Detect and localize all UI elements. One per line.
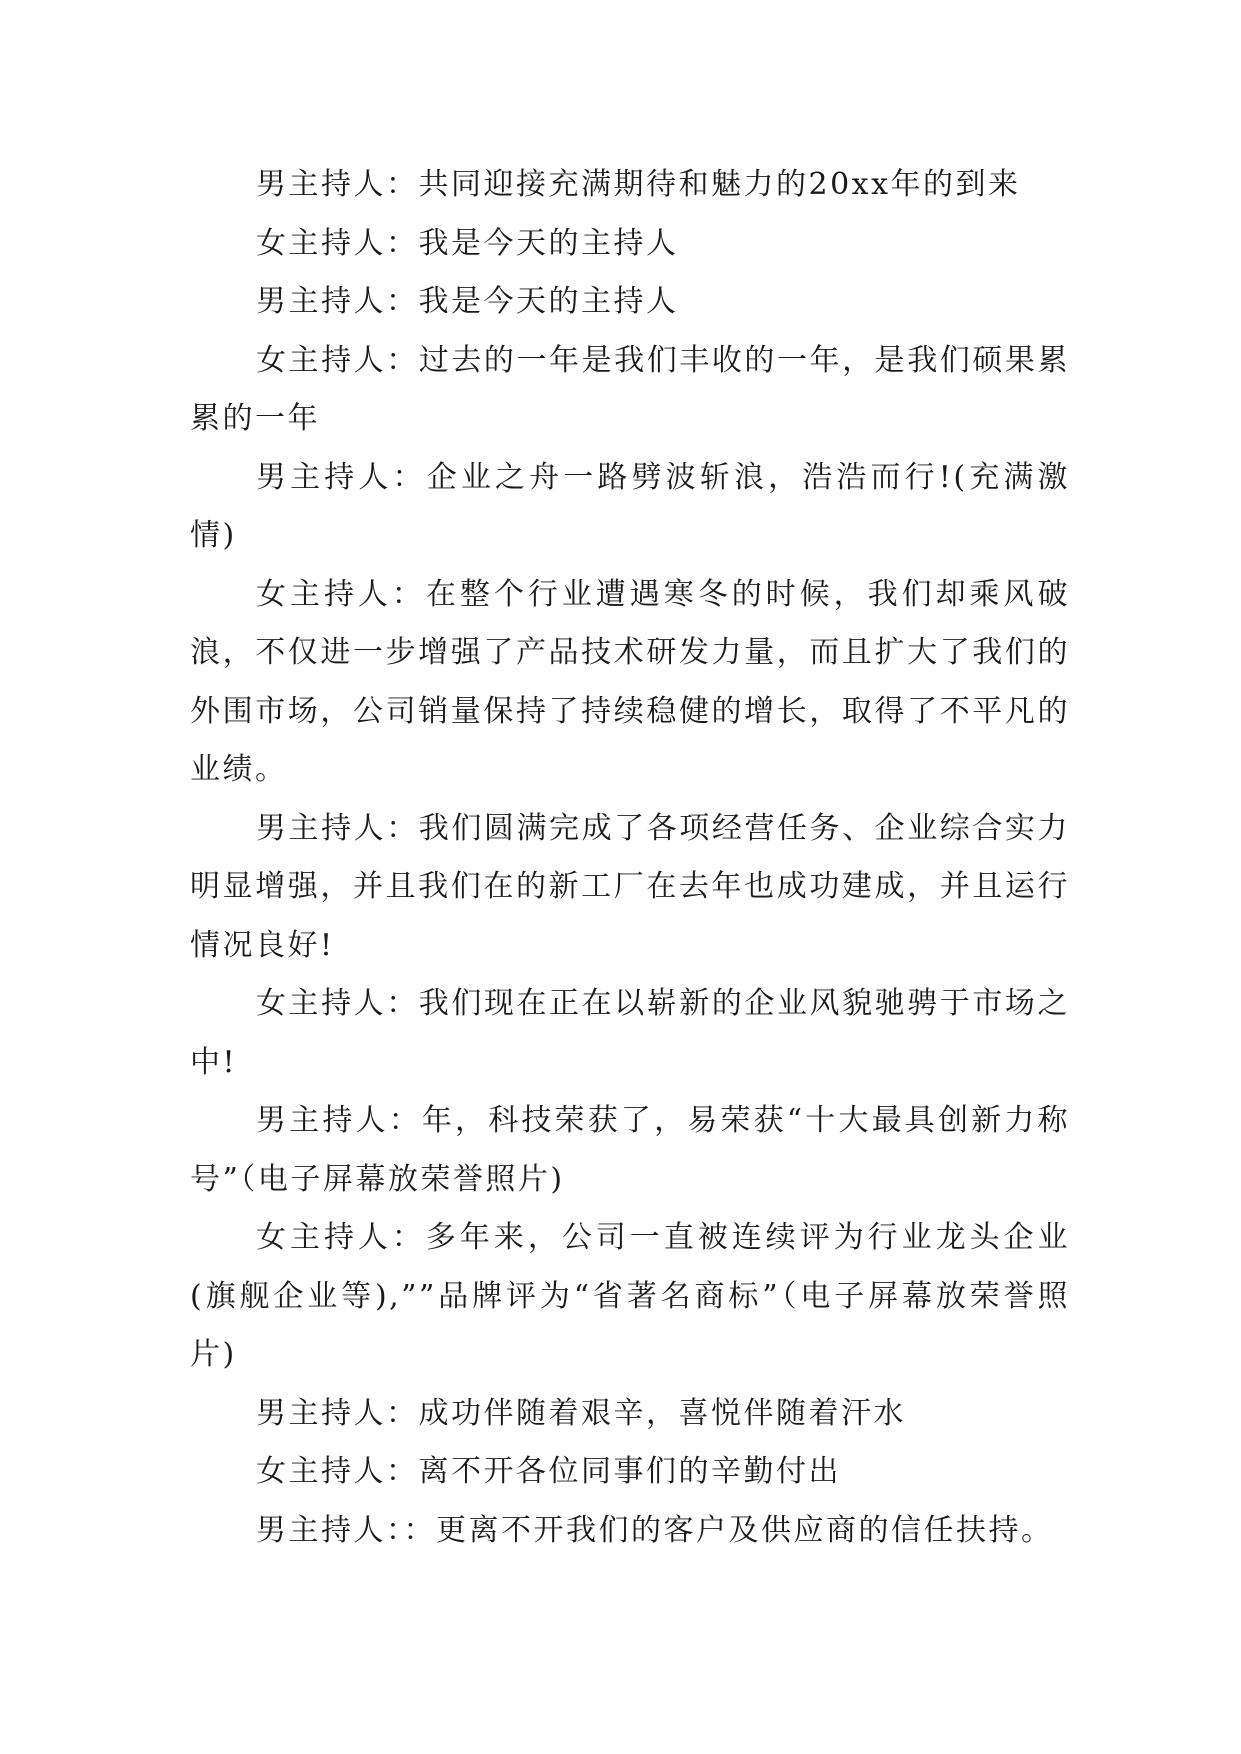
document-body	[190, 156, 1070, 1560]
paragraph-4: 女主持人：过去的一年是我们丰收的一年，是我们硕果累累的一年	[190, 342, 1070, 436]
paragraph-10: 女主持人：多年来，公司一直被连续评为行业龙头企业(旗舰企业等),””品牌评为“省著名商标”（电子屏幕放荣誉照片)	[190, 1220, 1070, 1372]
paragraph-13: 男主持人：：更离不开我们的客户及供应商的信任扶持。	[256, 1512, 1054, 1548]
paragraph-7: 男主持人：我们圆满完成了各项经营任务、企业综合实力明显增强，并且我们在的新工厂在去年也成功建成，并且运行情况良好!	[190, 810, 1070, 963]
paragraph-12: 女主持人：离不开各位同事们的辛勤付出	[256, 1454, 841, 1489]
paragraph-11: 男主持人：成功伴随着艰辛，喜悦伴随着汗水	[256, 1395, 906, 1431]
paragraph-9: 男主持人：年，科技荣获了，易荣获“十大最具创新力称号”（电子屏幕放荣誉照片)	[190, 1103, 1070, 1197]
paragraph-6: 女主持人：在整个行业遭遇寒冬的时候，我们却乘风破浪，不仅进一步增强了产品技术研发力量，而且扩大了我们的外围市场，公司销量保持了持续稳健的增长，取得了不平凡的业绩。	[190, 576, 1070, 787]
paragraph-3: 男主持人：我是今天的主持人	[256, 284, 679, 319]
paragraph-5: 男主持人：企业之舟一路劈波斩浪，浩浩而行!(充满激情)	[190, 459, 1070, 553]
paragraph-8: 女主持人：我们现在正在以崭新的企业风貌驰骋于市场之中!	[190, 986, 1070, 1080]
paragraph-1: 男主持人：共同迎接充满期待和魅力的20xx年的到来	[256, 167, 1021, 202]
paragraph-2: 女主持人：我是今天的主持人	[256, 225, 679, 261]
